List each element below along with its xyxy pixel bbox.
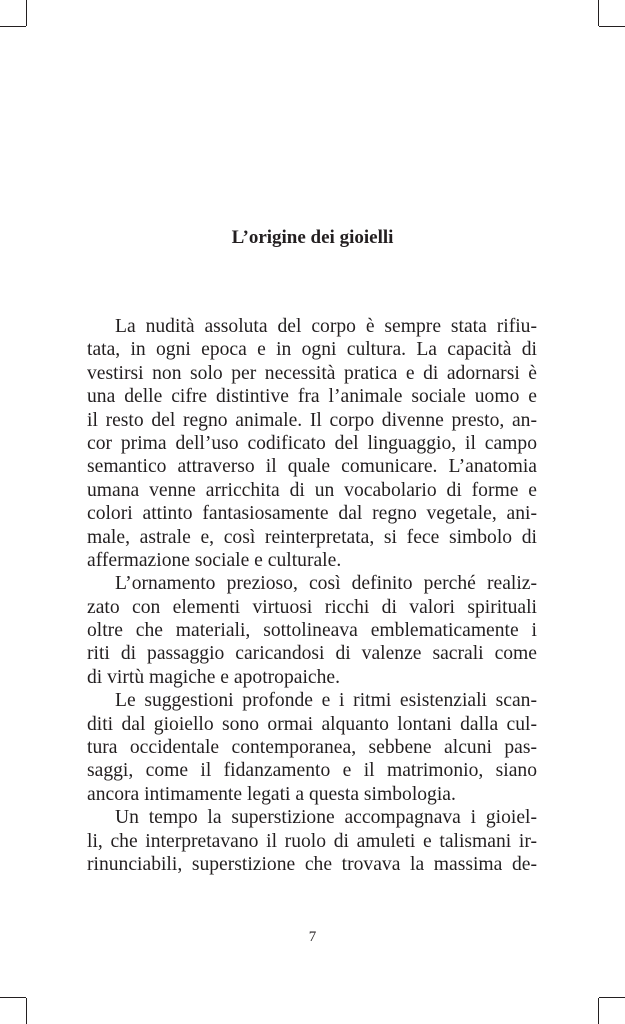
text-line: cor prima dell’uso codificato del linguaggio, il campo xyxy=(87,432,537,454)
crop-mark-top-left xyxy=(26,0,27,26)
text-line: tura occidentale contemporanea, sebbene alcuni pas- xyxy=(87,737,537,759)
text-line: Un tempo la superstizione accompagnava i gioiel- xyxy=(115,807,537,829)
text-line: zato con elementi virtuosi ricchi di valori spirituali xyxy=(87,596,537,618)
crop-mark-top-left-h xyxy=(0,26,26,27)
crop-mark-top-right xyxy=(598,0,599,26)
text-line: affermazione sociale e culturale. xyxy=(87,549,342,571)
chapter-title: L’origine dei gioielli xyxy=(231,227,394,248)
text-line: L’ornamento prezioso, così definito perché realiz- xyxy=(115,573,537,595)
crop-mark-top-right-h xyxy=(599,26,625,27)
text-line: La nudità assoluta del corpo è sempre stata rifiu- xyxy=(115,316,537,337)
text-line: rinunciabili, superstizione che trovava la massima de- xyxy=(87,853,537,875)
crop-mark-bottom-left-h xyxy=(0,997,26,998)
crop-mark-bottom-right xyxy=(598,998,599,1024)
text-line: una delle cifre distintive fra l’animale sociale uomo e xyxy=(87,386,537,408)
text-line: umana venne arricchita di un vocabolario di forme e xyxy=(87,479,537,501)
text-line: li, che interpretavano il ruolo di amuleti e talismani ir- xyxy=(87,830,537,852)
text-line: colori attinto fantasiosamente dal regno vegetale, ani- xyxy=(87,503,537,525)
text-line: semantico attraverso il quale comunicare. L’anatomia xyxy=(87,456,537,478)
text-line: ancora intimamente legati a questa simbologia. xyxy=(87,783,456,805)
crop-mark-bottom-right-h xyxy=(599,997,625,998)
crop-mark-bottom-left xyxy=(26,998,27,1024)
page-number: 7 xyxy=(308,929,317,945)
text-line: vestirsi non solo per necessità pratica e di adornarsi è xyxy=(87,362,537,384)
text-line: riti di passaggio caricandosi di valenze sacrali come xyxy=(87,643,537,665)
text-line: male, astrale e, così reinterpretata, si fece simbolo di xyxy=(87,526,537,548)
text-line: di virtù magiche e apotropaiche. xyxy=(87,666,340,688)
text-line: il resto del regno animale. Il corpo divenne presto, an- xyxy=(87,409,537,431)
text-line: Le suggestioni profonde e i ritmi esistenziali scan- xyxy=(115,690,537,712)
text-line: diti dal gioiello sono ormai alquanto lontani dalla cul- xyxy=(87,713,537,735)
text-line: tata, in ogni epoca e in ogni cultura. La capacità di xyxy=(87,339,537,361)
text-line: oltre che materiali, sottolineava emblematicamente i xyxy=(87,620,537,642)
body-text xyxy=(87,315,537,876)
text-line: saggi, come il fidanzamento e il matrimonio, siano xyxy=(87,760,537,782)
